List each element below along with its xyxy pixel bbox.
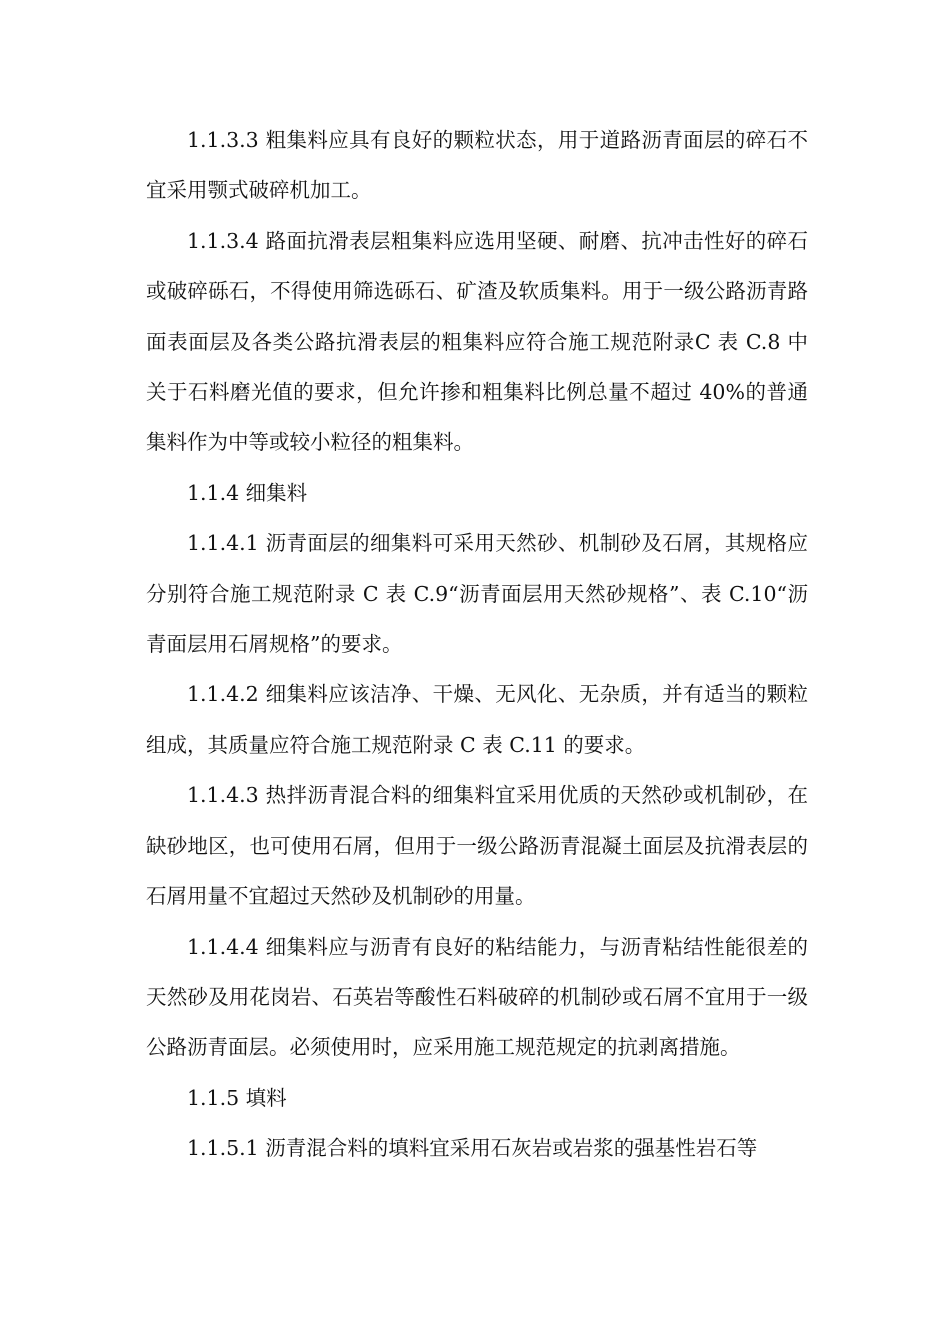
- section-heading-1-1-5: 1.1.5 填料: [187, 1085, 287, 1110]
- paragraph-1-1-4-4: 1.1.4.4 细集料应与沥青有良好的粘结能力，与沥青粘结性能很差的天然砂及用花岗岩、石英岩等酸性石料破碎的机制砂或石屑不宜用于一级公路沥青面层。必须使用时，应采用施工规范规定的抗剥离措施。: [146, 934, 808, 1060]
- paragraph-1-1-4-2: 1.1.4.2 细集料应该洁净、干燥、无风化、无杂质，并有适当的颗粒组成，其质量应符合施工规范附录 C 表 C.11 的要求。: [146, 682, 808, 757]
- paragraph-1-1-5-1: 1.1.5.1 沥青混合料的填料宜采用石灰岩或岩浆的强基性岩石等: [187, 1136, 758, 1161]
- paragraph-1-1-3-3: 1.1.3.3 粗集料应具有良好的颗粒状态，用于道路沥青面层的碎石不宜采用颚式破碎机加工。: [146, 128, 808, 203]
- paragraph-1-1-4-1: 1.1.4.1 沥青面层的细集料可采用天然砂、机制砂及石屑，其规格应分别符合施工规范附录 C 表 C.9“沥青面层用天然砂规格”、表 C.10“沥青面层用石屑规格”的要求。: [146, 531, 808, 657]
- paragraph-1-1-4-3: 1.1.4.3 热拌沥青混合料的细集料宜采用优质的天然砂或机制砂，在缺砂地区，也可使用石屑，但用于一级公路沥青混凝土面层及抗滑表层的石屑用量不宜超过天然砂及机制砂的用量。: [146, 783, 808, 909]
- document-page: [146, 115, 808, 1174]
- section-heading-1-1-4: 1.1.4 细集料: [187, 480, 308, 505]
- paragraph-1-1-3-4: 1.1.3.4 路面抗滑表层粗集料应选用坚硬、耐磨、抗冲击性好的碎石或破碎砾石，不得使用筛选砾石、矿渣及软质集料。用于一级公路沥青路面表面层及各类公路抗滑表层的粗集料应符合施工规范附录C 表 C.8 中关于石料磨光值的要求，但允许掺和粗集料比例总量不超过 40%的普通集料作为中等或较小粒径的粗集料。: [146, 228, 808, 455]
